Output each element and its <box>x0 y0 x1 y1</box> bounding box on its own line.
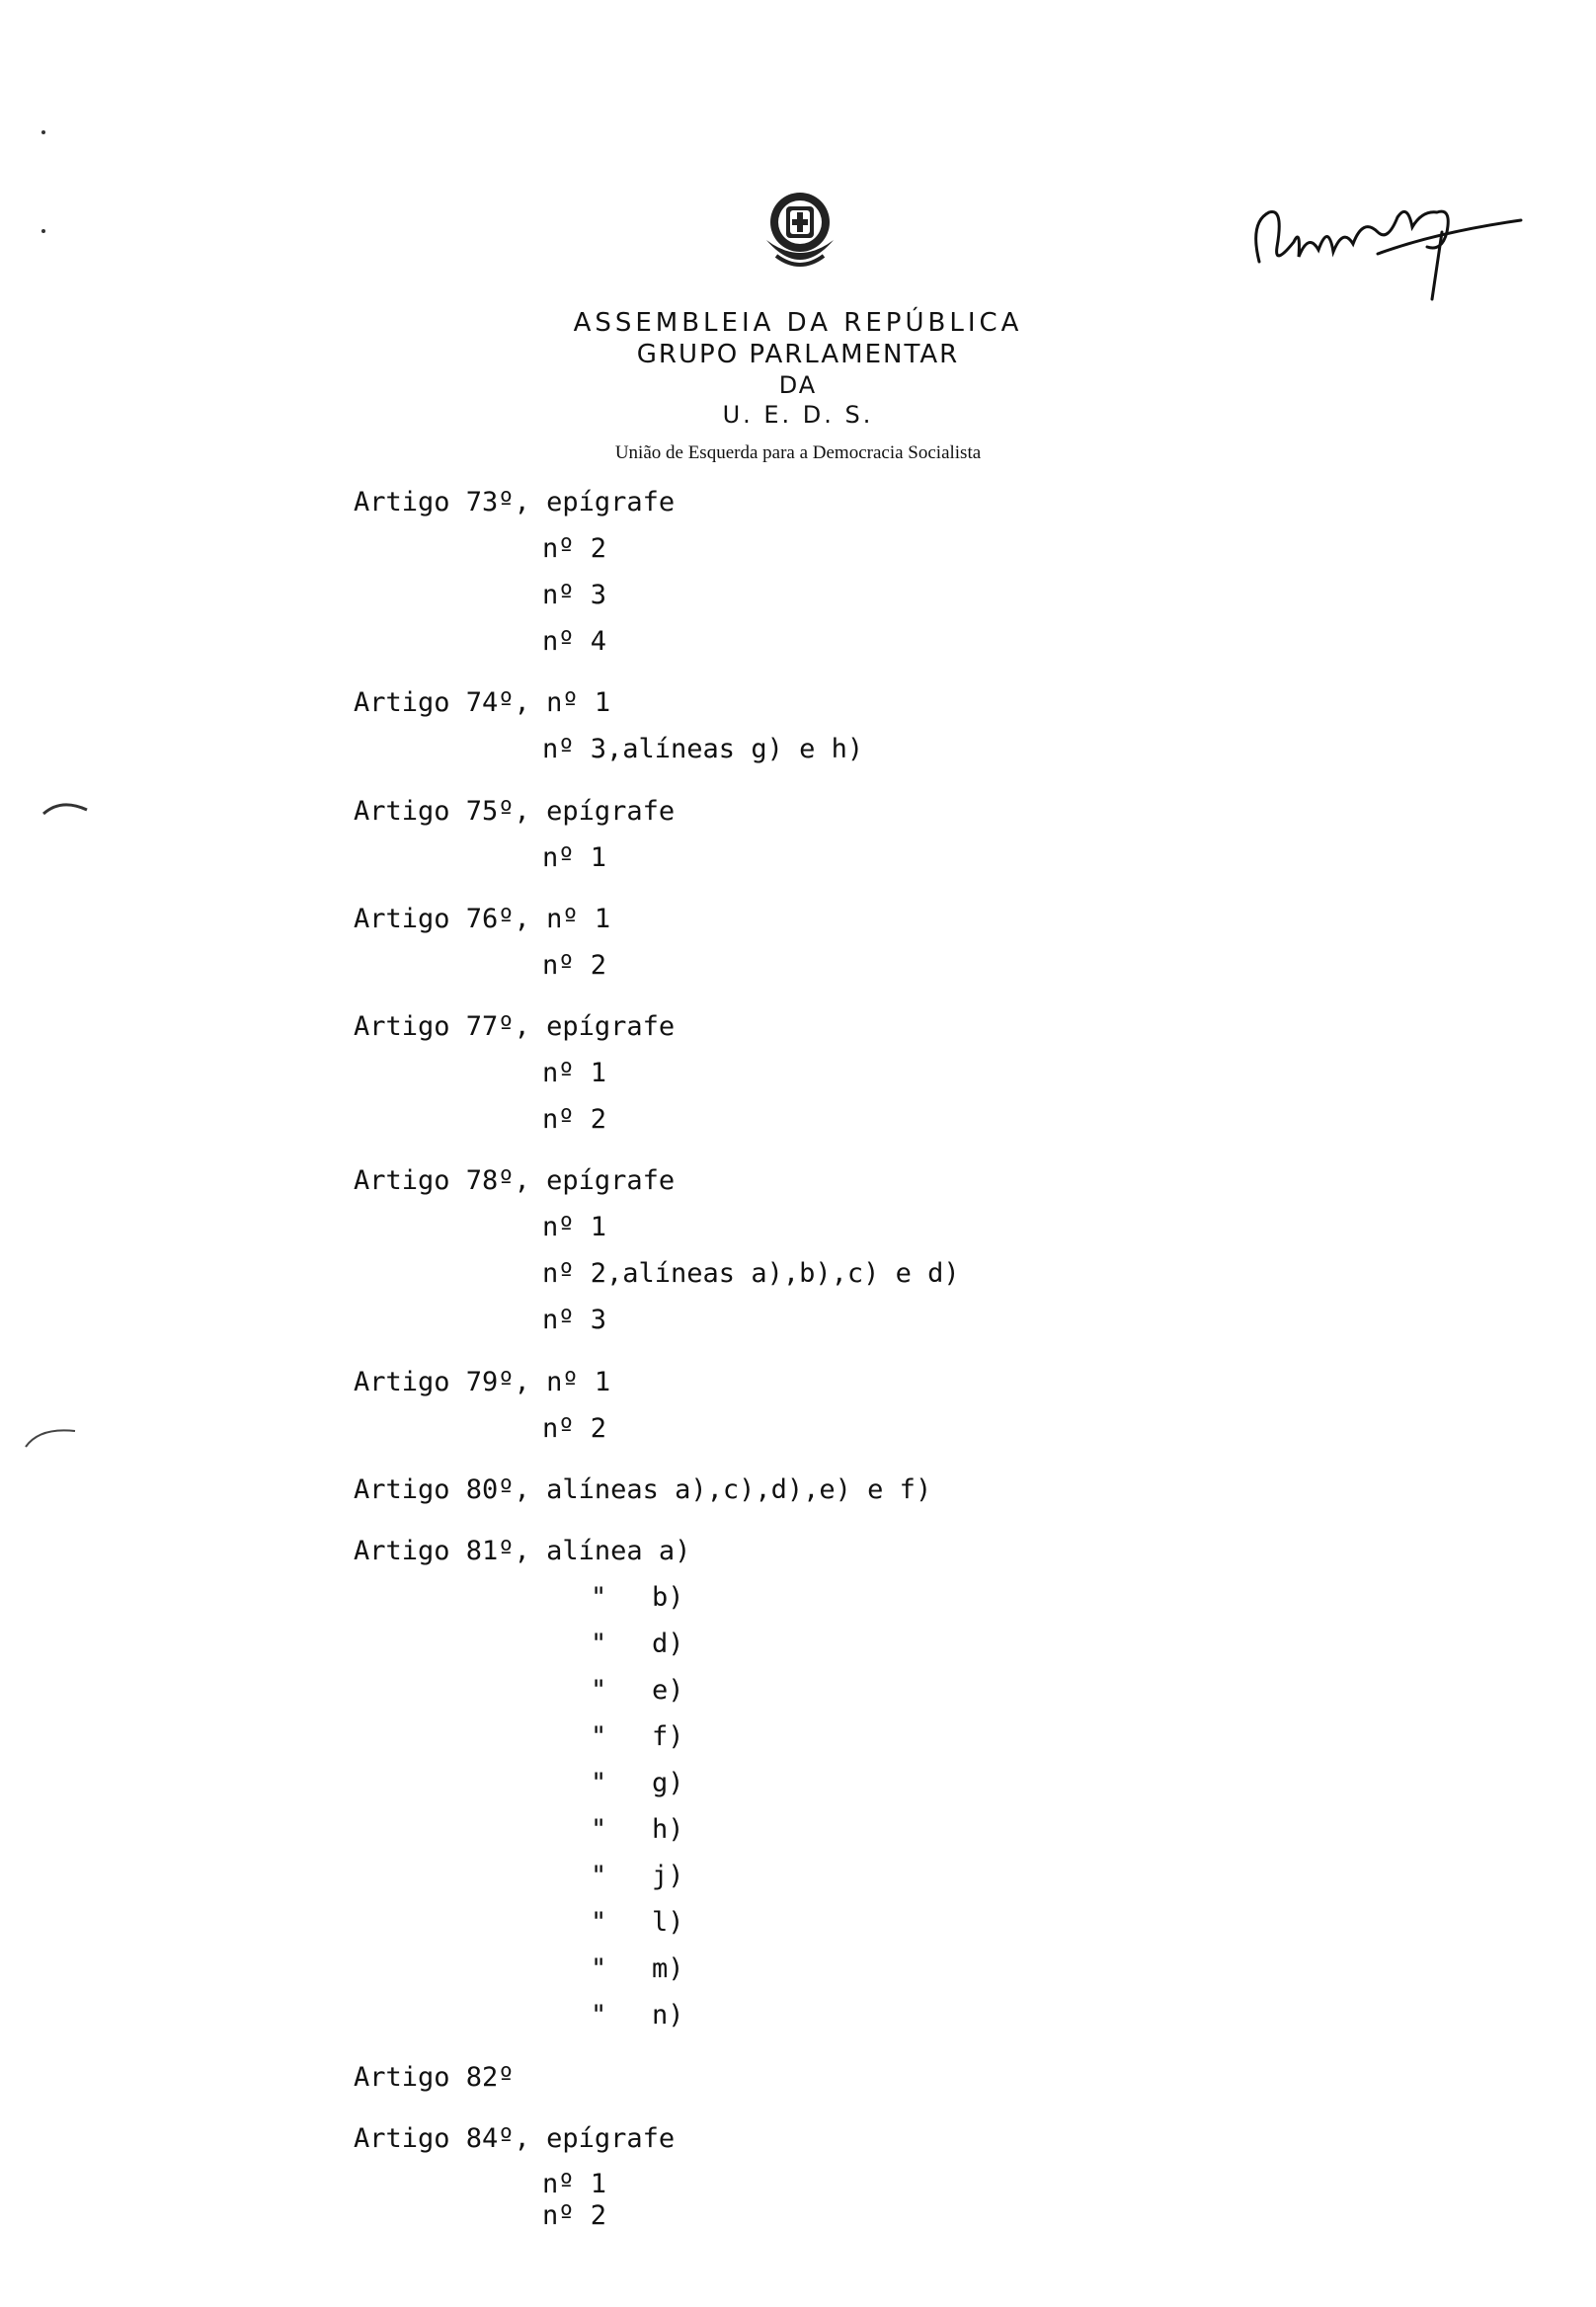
article-80: Artigo 80º, alíneas a),c),d),e) e f) <box>354 1474 932 1505</box>
article-75-n1: nº 1 <box>542 842 607 873</box>
article-78-n2: nº 2,alíneas a),b),c) e d) <box>542 1258 960 1289</box>
group-da: DA <box>778 371 818 399</box>
assembly-title: ASSEMBLEIA DA REPÚBLICA <box>573 308 1023 338</box>
article-81-alinea: h) <box>652 1814 684 1845</box>
article-81-alinea: m) <box>652 1953 684 1984</box>
article-78-n3: nº 3 <box>542 1305 607 1335</box>
article-77-n2: nº 2 <box>542 1104 607 1135</box>
article-78-n1: nº 1 <box>542 1212 607 1242</box>
article-79: Artigo 79º, nº 1 <box>354 1367 611 1397</box>
party-acronym: U. E. D. S. <box>722 401 874 429</box>
article-79-n2: nº 2 <box>542 1413 607 1444</box>
article-74: Artigo 74º, nº 1 <box>354 687 611 718</box>
group-title: GRUPO PARLAMENTAR <box>636 340 960 369</box>
scan-smudge <box>41 792 91 822</box>
party-full-name: União de Esquerda para a Democracia Socialista <box>614 442 982 463</box>
article-77: Artigo 77º, epígrafe <box>354 1011 676 1042</box>
scan-speck <box>40 128 51 140</box>
article-78: Artigo 78º, epígrafe <box>354 1165 676 1196</box>
ditto-mark: " <box>591 1907 607 1938</box>
article-73: Artigo 73º, epígrafe <box>354 487 676 517</box>
article-75: Artigo 75º, epígrafe <box>354 796 676 827</box>
ditto-mark: " <box>591 1721 607 1752</box>
ditto-mark: " <box>591 1768 607 1798</box>
article-81-alinea: f) <box>652 1721 684 1752</box>
article-81-alinea: d) <box>652 1629 684 1659</box>
article-76-n2: nº 2 <box>542 950 607 981</box>
article-81-alinea: l) <box>652 1907 684 1938</box>
article-74-n3: nº 3,alíneas g) e h) <box>542 734 864 764</box>
ditto-mark: " <box>591 1675 607 1706</box>
article-77-n1: nº 1 <box>542 1058 607 1088</box>
article-84-n2: nº 2 <box>542 2200 607 2231</box>
ditto-mark: " <box>591 2000 607 2030</box>
scan-speck <box>40 227 51 239</box>
article-76: Artigo 76º, nº 1 <box>354 904 611 934</box>
article-73-n3: nº 3 <box>542 580 607 610</box>
article-81-alinea: j) <box>652 1861 684 1891</box>
article-73-n4: nº 4 <box>542 626 607 657</box>
article-82: Artigo 82º <box>354 2062 515 2093</box>
article-73-n2: nº 2 <box>542 533 607 564</box>
ditto-mark: " <box>591 1582 607 1613</box>
ditto-mark: " <box>591 1861 607 1891</box>
ditto-mark: " <box>591 1629 607 1659</box>
ditto-mark: " <box>591 1953 607 1984</box>
article-81-alinea: g) <box>652 1768 684 1798</box>
ditto-mark: " <box>591 1814 607 1845</box>
article-81-alinea: n) <box>652 2000 684 2030</box>
article-81-alinea: b) <box>652 1582 684 1613</box>
article-84: Artigo 84º, epígrafe <box>354 2123 676 2154</box>
article-81-alinea: e) <box>652 1675 684 1706</box>
article-81: Artigo 81º, alínea a) <box>354 1536 691 1566</box>
article-84-n1: nº 1 <box>542 2169 607 2199</box>
handwritten-signature <box>1239 173 1536 311</box>
coat-of-arms-icon <box>753 183 847 285</box>
scan-smudge <box>22 1417 81 1457</box>
